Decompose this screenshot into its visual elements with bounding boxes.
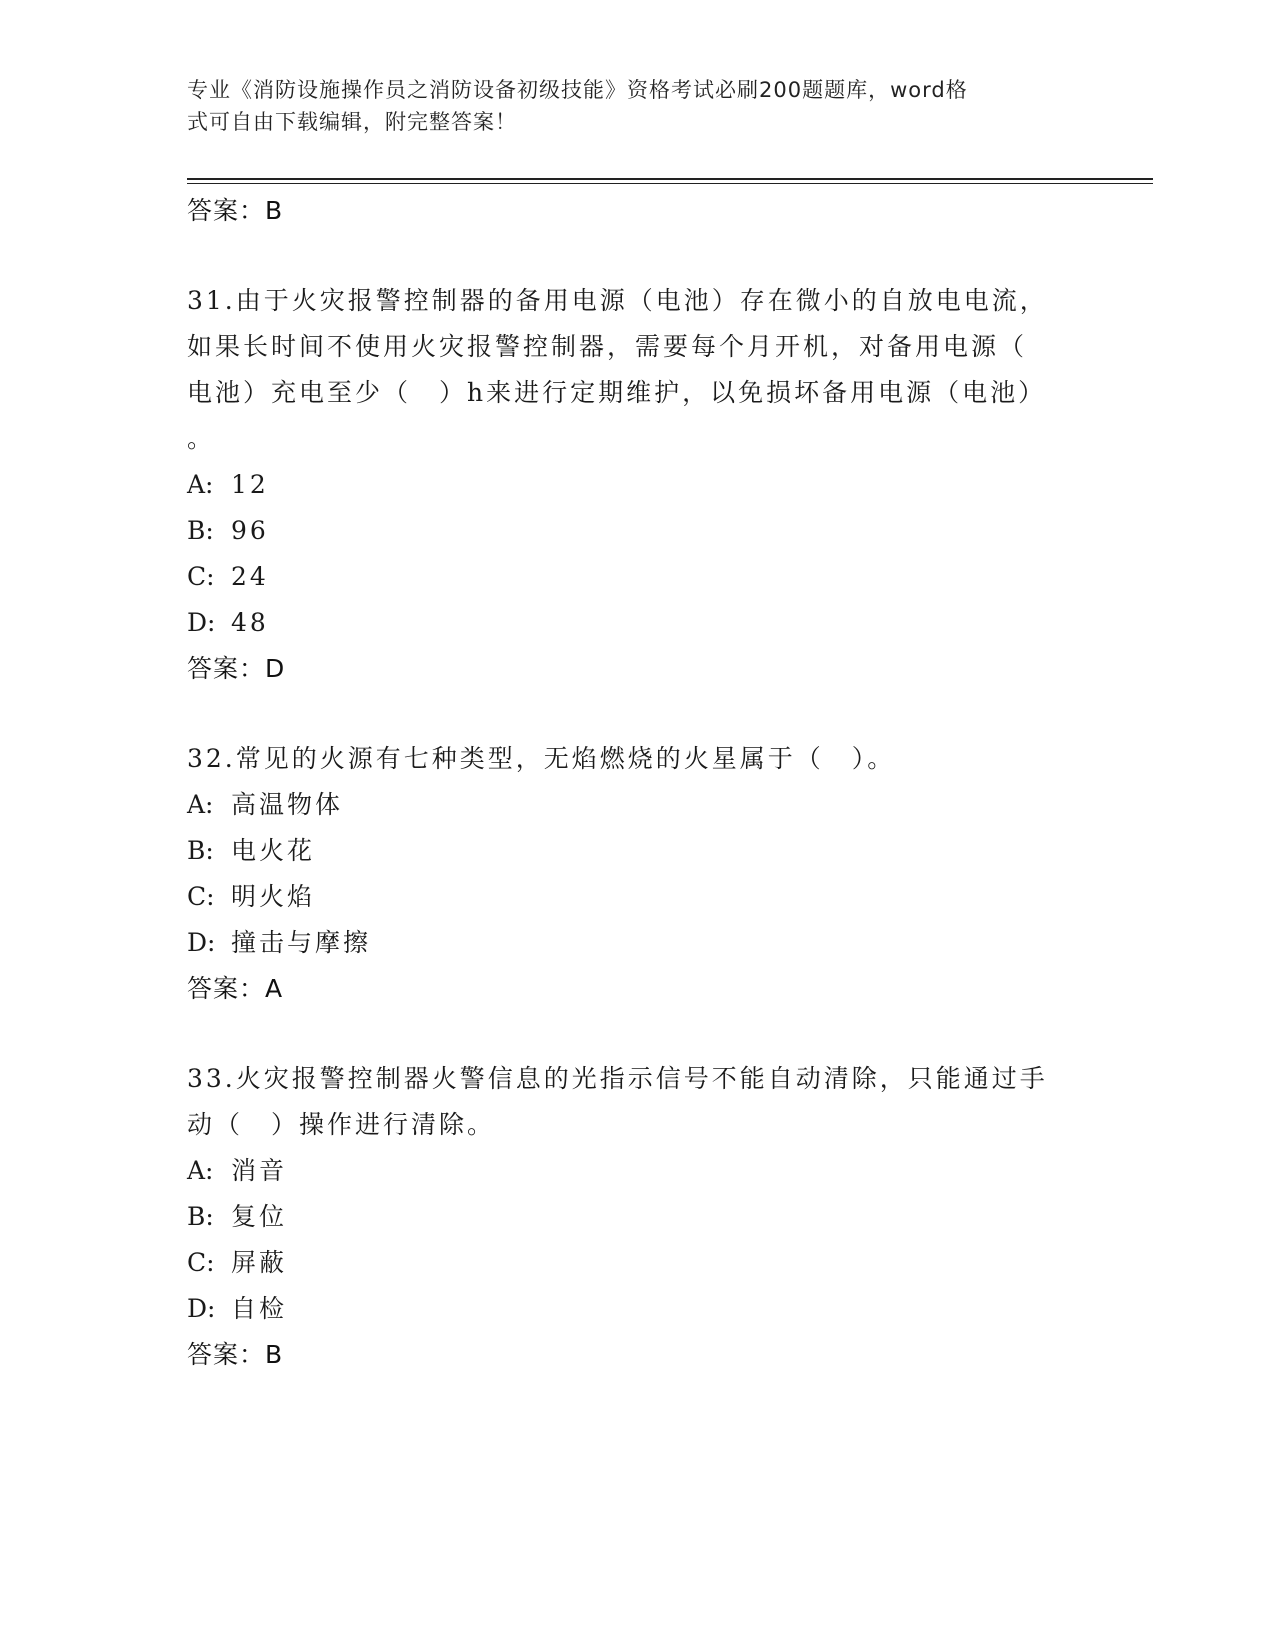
question-33 [187,1056,1087,1378]
option-text: 撞击与摩擦 [231,928,372,957]
option-a [187,462,1087,508]
option-letter: D: [187,928,216,957]
option-text: 自检 [231,1294,288,1323]
question-31 [187,278,1087,692]
header-line-1: 专业《消防设施操作员之消防设备初级技能》资格考试必刷200题题库，word格 [187,78,968,102]
option-text: 电火花 [231,836,316,865]
stem-line: 电池）充电至少（ ）h来进行定期维护，以免损坏备用电源（电池） [187,378,1047,407]
option-letter: A: [187,790,214,819]
question-stem [187,278,1087,462]
stem-line: 如果长时间不使用火灾报警控制器，需要每个月开机，对备用电源（ [187,332,1028,361]
previous-answer: 答案：B [187,196,284,225]
option-text: 12 [231,470,269,499]
option-d [187,920,1087,966]
option-letter: B: [187,516,214,545]
option-letter: D: [187,608,216,637]
spacer [187,234,1087,278]
option-letter: A: [187,1156,214,1185]
option-a [187,1148,1087,1194]
option-letter: B: [187,1202,214,1231]
stem-line: 31.由于火灾报警控制器的备用电源（电池）存在微小的自放电电流， [187,286,1048,315]
header-rule-thick [187,178,1153,180]
option-letter: C: [187,1248,215,1277]
option-text: 复位 [231,1202,288,1231]
option-text: 明火焰 [231,882,316,911]
option-a [187,782,1087,828]
option-c [187,1240,1087,1286]
document-header [187,74,1067,138]
option-b [187,828,1087,874]
header-line-2: 式可自由下载编辑，附完整答案！ [187,110,517,134]
stem-line: 33.火灾报警控制器火警信息的光指示信号不能自动清除，只能通过手 [187,1064,1048,1093]
answer-line: 答案：B [187,1340,284,1369]
option-text: 96 [231,516,269,545]
option-b [187,1194,1087,1240]
option-d [187,1286,1087,1332]
option-text: 消音 [231,1156,288,1185]
spacer [187,1012,1087,1056]
spacer [187,692,1087,736]
question-32 [187,736,1087,1012]
option-d [187,600,1087,646]
option-text: 屏蔽 [231,1248,288,1277]
option-b [187,508,1087,554]
question-stem [187,736,1087,782]
option-letter: B: [187,836,214,865]
answer-line: 答案：D [187,654,286,683]
question-list [187,188,1087,1378]
option-text: 高温物体 [231,790,344,819]
option-letter: A: [187,470,214,499]
stem-line: 32.常见的火源有七种类型，无焰燃烧的火星属于（ ）。 [187,744,896,773]
option-text: 24 [231,562,269,591]
header-rule-thin [187,183,1153,184]
option-letter: D: [187,1294,216,1323]
option-letter: C: [187,562,215,591]
option-c [187,554,1087,600]
answer-line: 答案：A [187,974,284,1003]
option-text: 48 [231,608,269,637]
question-stem [187,1056,1087,1148]
option-c [187,874,1087,920]
stem-line: 。 [187,424,216,453]
option-letter: C: [187,882,215,911]
stem-line: 动（ ）操作进行清除。 [187,1110,496,1139]
